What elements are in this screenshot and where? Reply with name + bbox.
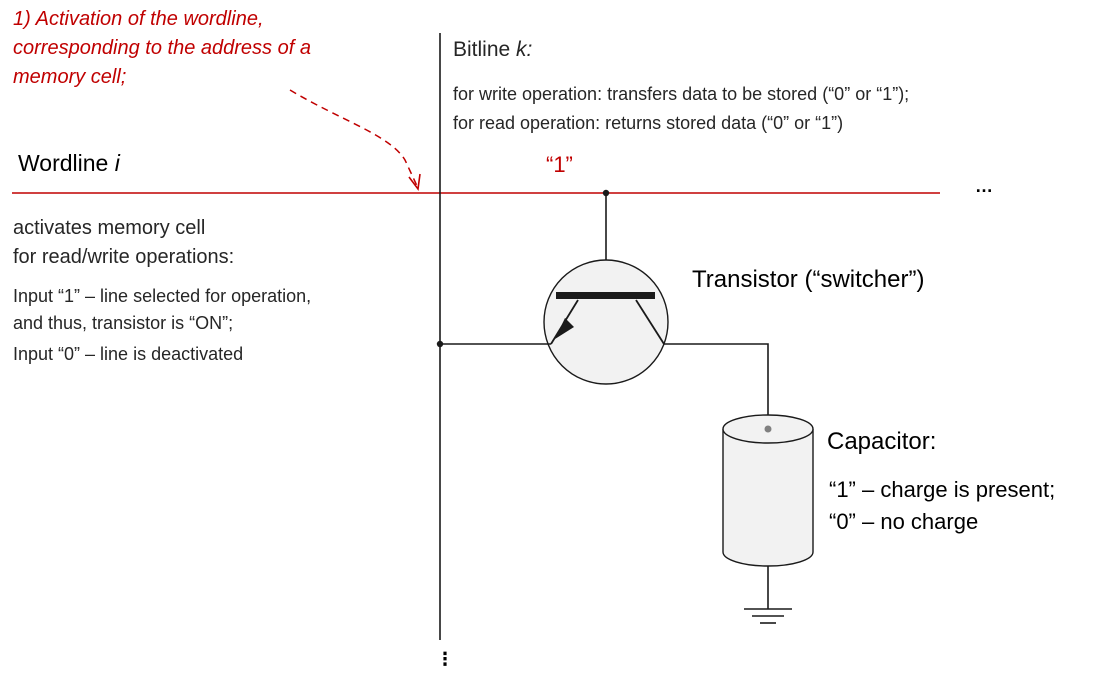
annotation-line: memory cell;: [13, 66, 127, 88]
wordline-signal-value: “1”: [546, 152, 573, 177]
capacitor-title: Capacitor:: [827, 428, 937, 455]
capacitor-terminal: [765, 426, 772, 433]
annotation-line: 1) Activation of the wordline,: [13, 8, 264, 30]
transistor-label: Transistor (“switcher”): [692, 266, 925, 293]
wordline-title: [18, 150, 120, 177]
wordline-input-1-desc: [13, 283, 311, 337]
bitline-title-text: Bitline: [453, 38, 517, 61]
bitline-continuation: ⋮: [436, 649, 454, 669]
capacitor-desc-line: “1” – charge is present;: [829, 477, 1056, 502]
wordline-desc-line: for read/write operations:: [13, 246, 235, 268]
input-1-line: Input “1” – line selected for operation,: [13, 286, 312, 306]
wordline-description: [13, 214, 234, 272]
activation-arrow: [290, 90, 418, 188]
transistor-gate-bar: [556, 292, 655, 299]
bitline-index: k:: [516, 38, 533, 61]
wordline-continuation: …: [975, 176, 993, 196]
wordline-input-0-desc: Input “0” – line is deactivated: [13, 344, 244, 364]
bitline-description: [453, 80, 909, 138]
bitline-write-desc: for write operation: transfers data to be stored (“0” or “1”);: [453, 84, 910, 104]
wordline-desc-line: activates memory cell: [13, 217, 206, 239]
wordline-index: i: [114, 150, 120, 176]
capacitor-desc-line: “0” – no charge: [829, 509, 979, 534]
bitline-title: [453, 38, 532, 62]
activation-annotation: [13, 5, 311, 92]
input-1-line: and thus, transistor is “ON”;: [13, 313, 234, 333]
annotation-line: corresponding to the address of a: [13, 37, 311, 59]
bitline-read-desc: for read operation: returns stored data (“0” or “1”): [453, 113, 844, 133]
wordline-title-text: Wordline: [18, 150, 115, 176]
capacitor-description: [829, 474, 1055, 538]
capacitor-body: [723, 429, 813, 566]
